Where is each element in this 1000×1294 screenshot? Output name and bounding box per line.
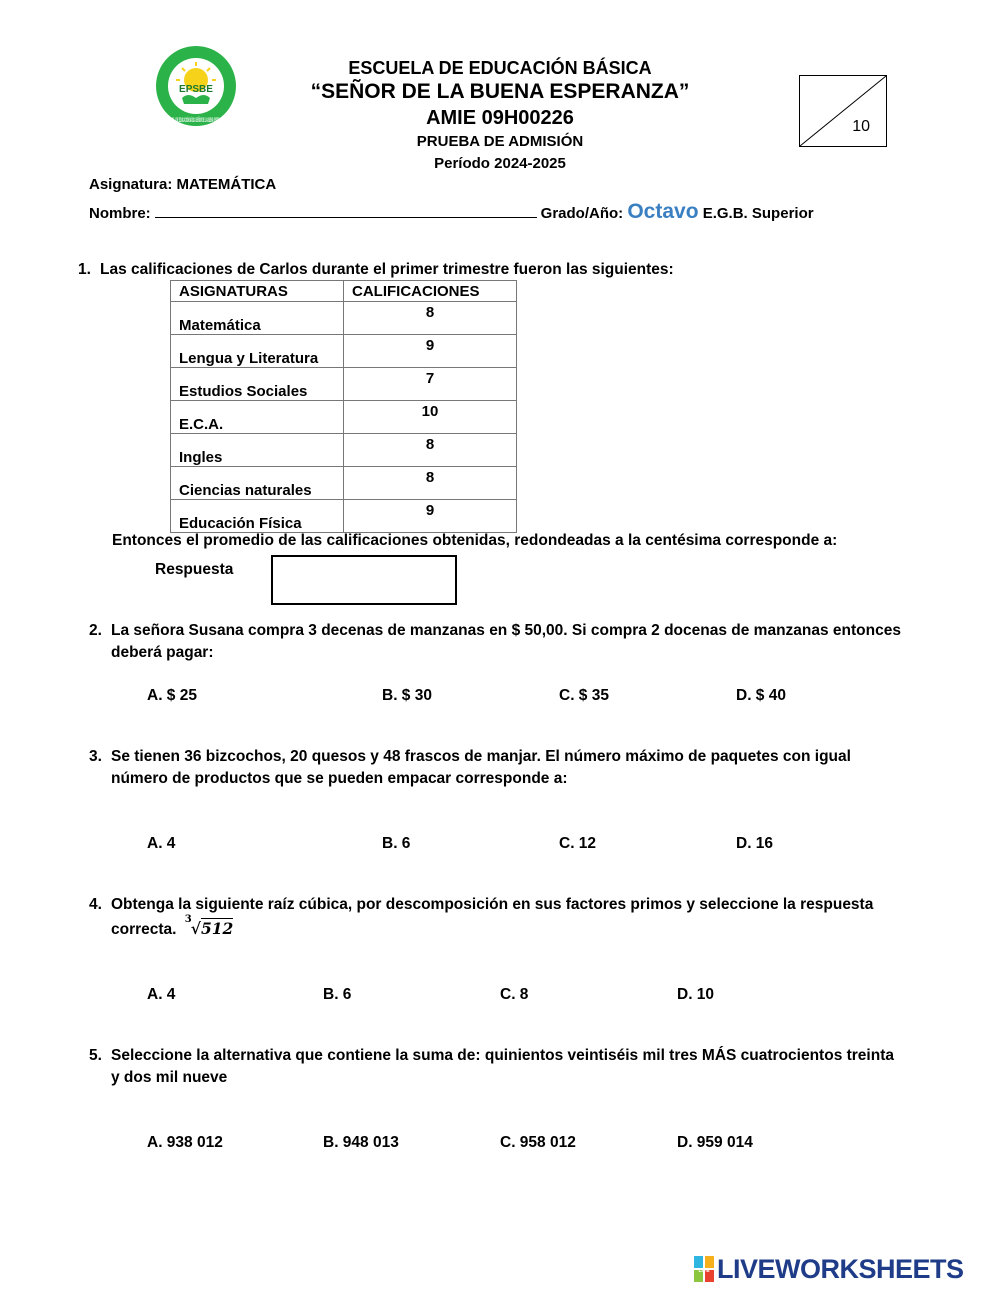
school-logo: [154, 44, 373, 128]
table-row: [171, 500, 517, 533]
table-row: [171, 335, 517, 368]
level-label: E.G.B. Superior: [702, 205, 814, 222]
name-input-line[interactable]: [155, 203, 537, 218]
answer-label: Respuesta: [155, 561, 234, 578]
grade-cell: 8: [344, 434, 517, 467]
grade-label: Grado/Año:: [540, 205, 624, 222]
option-b[interactable]: B. $ 30: [382, 687, 432, 704]
subject-cell: Matemática: [171, 302, 344, 335]
question-text-line2: número de productos que se pueden empacar corresponde a:: [111, 770, 568, 787]
subject-cell: Lengua y Literatura: [171, 335, 344, 368]
question-text-line1: Obtenga la siguiente raíz cúbica, por descomposición en sus factores primos y seleccione la respuesta: [111, 896, 874, 913]
subject-label: Asignatura: MATEMÁTICA: [89, 176, 277, 193]
subject-cell: Educación Física: [171, 500, 344, 533]
radicand: 512: [200, 919, 234, 938]
question-text-line1: Se tienen 36 bizcochos, 20 quesos y 48 frascos de manjar. El número máximo de paquetes con igual: [111, 748, 851, 765]
option-b[interactable]: B. 948 013: [323, 1134, 399, 1151]
grade-cell: 8: [344, 467, 517, 500]
question-1-followup: Entonces el promedio de las calificaciones obtenidas, redondeadas a la centésima corresponde a:: [112, 532, 838, 549]
option-d[interactable]: D. 10: [677, 986, 715, 1003]
option-c[interactable]: C. 12: [559, 835, 597, 852]
question-text-line2-row: [111, 914, 911, 941]
option-b[interactable]: B. 6: [323, 986, 352, 1003]
option-a[interactable]: A. $ 25: [147, 687, 197, 704]
table-row: [171, 368, 517, 401]
question-text-line2: y dos mil nueve: [111, 1069, 228, 1086]
grades-table: [170, 280, 517, 533]
root-index: 3: [184, 914, 192, 925]
table-row: [171, 302, 517, 335]
grade-cell: 9: [344, 500, 517, 533]
question-text: Las calificaciones de Carlos durante el primer trimestre fueron las siguientes:: [100, 261, 674, 278]
school-name: “SEÑOR DE LA BUENA ESPERANZA”: [310, 80, 690, 103]
test-name: PRUEBA DE ADMISIÓN: [416, 133, 584, 150]
option-a[interactable]: A. 4: [147, 986, 176, 1003]
liveworksheets-brand: [694, 1254, 964, 1284]
brand-text: LIVEWORKSHEETS: [717, 1253, 964, 1284]
score-value: 10: [852, 118, 870, 135]
question-number: 3.: [89, 748, 102, 765]
grade-cell: 9: [344, 335, 517, 368]
name-label: Nombre:: [89, 205, 151, 222]
subject-cell: Estudios Sociales: [171, 368, 344, 401]
grade-cell: 10: [344, 401, 517, 434]
option-c[interactable]: C. 8: [500, 986, 529, 1003]
header-subjects: ASIGNATURAS: [171, 281, 344, 302]
table-row: [171, 401, 517, 434]
subject-cell: Ingles: [171, 434, 344, 467]
table-header-row: [171, 281, 517, 302]
question-text-line1: La señora Susana compra 3 decenas de manzanas en $ 50,00. Si compra 2 docenas de manzanas entonces: [111, 622, 901, 639]
option-d[interactable]: D. 959 014: [677, 1134, 753, 1151]
question-number: 4.: [89, 896, 102, 913]
cube-root-expression: [184, 914, 234, 940]
logo-ring-text: ESCUELA DE EDUCACIÓN BÁSICA SEÑOR DE LA BUENA ESPERANZA: [168, 118, 373, 124]
logo-text: EPSBE: [179, 84, 213, 95]
score-box: [799, 75, 887, 147]
amie-code: AMIE 09H00226: [426, 107, 574, 129]
question-number: 2.: [89, 622, 102, 639]
question-text-line2: deberá pagar:: [111, 644, 214, 661]
option-d[interactable]: D. 16: [736, 835, 774, 852]
question-text-line2: correcta.: [111, 921, 177, 938]
radical-sign-icon: √: [190, 919, 201, 938]
table-row: [171, 434, 517, 467]
header-grades: CALIFICACIONES: [344, 281, 517, 302]
option-b[interactable]: B. 6: [382, 835, 411, 852]
option-d[interactable]: D. $ 40: [736, 687, 786, 704]
question-number: 5.: [89, 1047, 102, 1064]
question-number: 1.: [78, 261, 91, 278]
subject-cell: Ciencias naturales: [171, 467, 344, 500]
answer-input[interactable]: [271, 555, 457, 605]
liveworksheets-logo-icon: [694, 1256, 714, 1282]
grade-cell: 7: [344, 368, 517, 401]
period: Período 2024-2025: [434, 155, 566, 172]
school-type: ESCUELA DE EDUCACIÓN BÁSICA: [348, 58, 652, 78]
question-text-line1: Seleccione la alternativa que contiene la suma de: quinientos veintiséis mil tres MÁS cuatrocientos treinta: [111, 1047, 894, 1064]
grade-cell: 8: [344, 302, 517, 335]
subject-cell: E.C.A.: [171, 401, 344, 434]
option-c[interactable]: C. $ 35: [559, 687, 609, 704]
option-a[interactable]: A. 938 012: [147, 1134, 223, 1151]
brand-mark-text: LIVE: [698, 1268, 710, 1274]
option-a[interactable]: A. 4: [147, 835, 176, 852]
grade-value: Octavo: [627, 200, 699, 223]
option-c[interactable]: C. 958 012: [500, 1134, 576, 1151]
table-row: [171, 467, 517, 500]
name-row: [89, 200, 814, 224]
